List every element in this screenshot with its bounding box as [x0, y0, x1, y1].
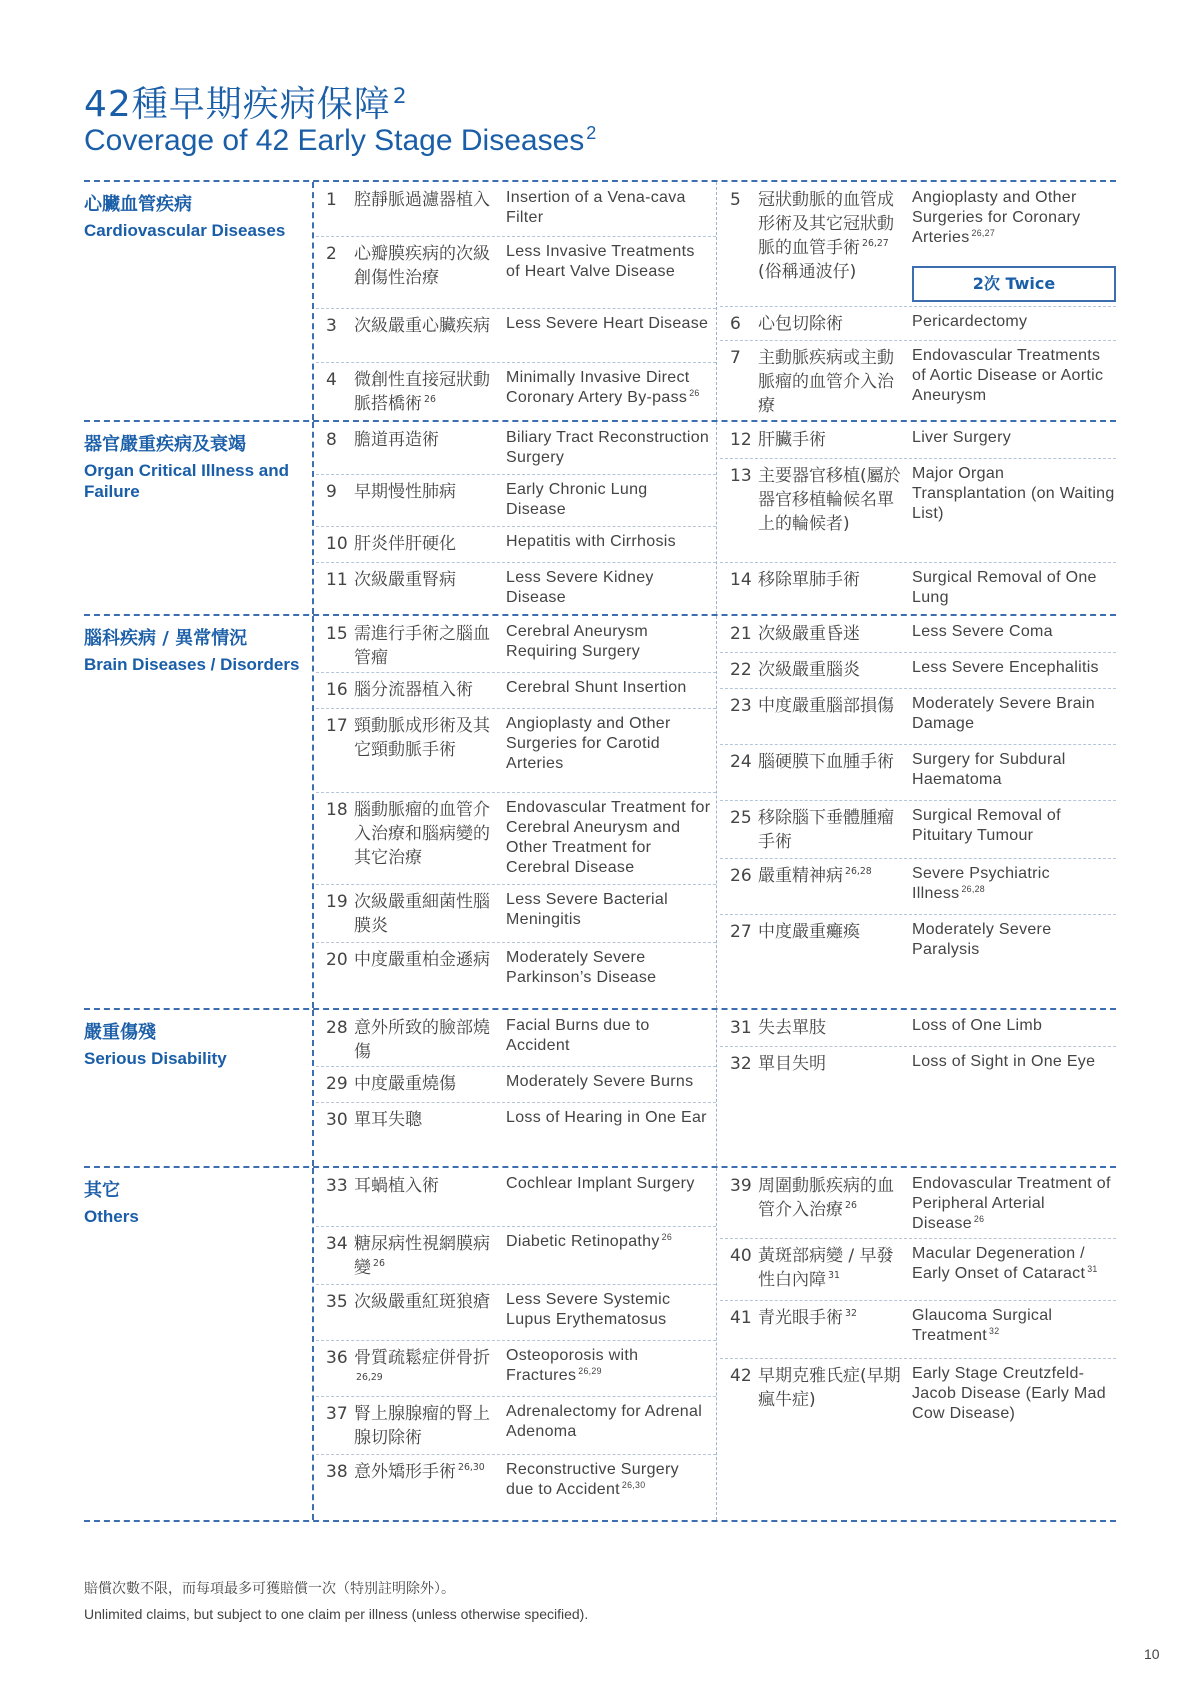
column-divider: [716, 1168, 717, 1520]
disease-item-9: [316, 474, 716, 527]
item-name-zh: 嚴重精神病 $^{26,28}$: [758, 866, 872, 886]
item-number: 27: [730, 922, 752, 942]
disease-item-36: [316, 1340, 716, 1397]
column-divider: [716, 1010, 717, 1166]
item-name-en: Endovascular Treatments of Aortic Disease or Aortic Aneurysm: [912, 347, 1104, 404]
item-name-zh: 腦硬膜下血腫手術: [758, 752, 894, 772]
disease-item-34: [316, 1226, 716, 1285]
item-name-zh: 頸動脈成形術及其它頸動脈手術: [354, 716, 490, 760]
item-number: 9: [326, 482, 337, 502]
disease-item-11: [316, 562, 716, 614]
item-number: 29: [326, 1074, 348, 1094]
item-name-zh: 移除單肺手術: [758, 570, 860, 590]
item-number: 37: [326, 1404, 348, 1424]
item-number: 21: [730, 624, 752, 644]
item-number: 41: [730, 1308, 752, 1328]
item-column: [720, 182, 1116, 420]
item-name-en: Liver Surgery: [912, 429, 1012, 446]
item-name-zh: 耳蝸植入術: [354, 1176, 439, 1196]
item-column: [720, 616, 1116, 1008]
page-title-en: Coverage of 42 Early Stage Diseases $^2$: [84, 123, 597, 157]
item-name-zh: 中度嚴重癱瘓: [758, 922, 860, 942]
disease-item-37: [316, 1396, 716, 1455]
category-name-en: Brain Diseases / Disorders: [84, 655, 300, 674]
disease-item-21: [720, 616, 1116, 653]
item-name-zh: 中度嚴重燒傷: [354, 1074, 456, 1094]
page-title-zh: 42種早期疾病保障$^2$: [84, 84, 408, 125]
disease-item-16: [316, 672, 716, 709]
item-name-en: Angioplasty and Other Surgeries for Coronary Arteries $^{26,27}$: [912, 189, 1081, 246]
item-number: 39: [730, 1176, 752, 1196]
disease-item-42: [720, 1358, 1116, 1520]
item-name-en: Loss of Sight in One Eye: [912, 1053, 1096, 1070]
item-number: 24: [730, 752, 752, 772]
item-name-zh: 次級嚴重腎病: [354, 570, 456, 590]
item-name-zh: 意外所致的臉部燒傷: [354, 1018, 490, 1062]
disease-item-7: [720, 340, 1116, 420]
item-name-en: Surgical Removal of One Lung: [912, 569, 1097, 606]
disease-item-19: [316, 884, 716, 943]
item-name-en: Endovascular Treatment for Cerebral Aneurysm and Other Treatment for Cerebral Disease: [506, 799, 711, 876]
item-name-zh: 早期克雅氏症(早期瘋牛症): [758, 1366, 901, 1410]
item-footnote-en: 26: [689, 387, 700, 398]
item-number: 14: [730, 570, 752, 590]
item-number: 42: [730, 1366, 752, 1386]
item-name-zh: 黃斑部病變 / 早發性白內障 $^{31}$: [758, 1246, 894, 1290]
item-name-en: Minimally Invasive Direct Coronary Artery By-pass $^{26}$: [506, 369, 700, 406]
disease-item-32: [720, 1046, 1116, 1166]
item-name-zh: 腦動脈瘤的血管介入治療和腦病變的其它治療: [354, 800, 490, 868]
category-name-en: Serious Disability: [84, 1049, 227, 1068]
item-name-zh: 肝炎伴肝硬化: [354, 534, 456, 554]
item-name-zh: 青光眼手術 $^{32}$: [758, 1308, 857, 1328]
item-name-zh: 移除腦下垂體腫瘤手術: [758, 808, 894, 852]
item-name-zh: 糖尿病性視網膜病變 $^{26}$: [354, 1234, 490, 1278]
item-number: 22: [730, 660, 752, 680]
item-name-zh: 意外矯形手術 $^{26,30}$: [354, 1462, 485, 1482]
item-name-zh: 心包切除術: [758, 314, 843, 334]
disease-item-8: [316, 422, 716, 475]
item-number: 20: [326, 950, 348, 970]
disease-item-1: [316, 182, 716, 237]
item-number: 5: [730, 190, 741, 210]
item-name-en: Hepatitis with Cirrhosis: [506, 533, 676, 550]
disease-item-40: [720, 1238, 1116, 1301]
item-column: [316, 1168, 716, 1520]
category-name-zh: 腦科疾病 / 異常情況: [84, 628, 248, 649]
item-name-en: Biliary Tract Reconstruction Surgery: [506, 429, 710, 466]
item-number: 26: [730, 866, 752, 886]
item-name-zh: 早期慢性肺病: [354, 482, 456, 502]
item-name-zh: 肝臟手術: [758, 430, 826, 450]
item-name-en: Less Severe Encephalitis: [912, 659, 1099, 676]
item-number: 4: [326, 370, 337, 390]
column-divider: [312, 616, 314, 1008]
item-number: 2: [326, 244, 337, 264]
item-name-en: Loss of Hearing in One Ear: [506, 1109, 707, 1126]
item-name-en: Moderately Severe Burns: [506, 1073, 694, 1090]
item-number: 7: [730, 348, 741, 368]
disease-item-13: [720, 458, 1116, 563]
item-name-zh: 次級嚴重心臟疾病: [354, 316, 490, 336]
item-footnote-en: 32: [989, 1325, 1000, 1336]
disease-item-35: [316, 1284, 716, 1341]
disease-item-6: [720, 306, 1116, 341]
disease-item-17: [316, 708, 716, 793]
category-label: [84, 1018, 304, 1069]
category-label: [84, 1176, 304, 1227]
item-column: [316, 1010, 716, 1166]
column-divider: [312, 1010, 314, 1166]
item-name-zh: 次級嚴重昏迷: [758, 624, 860, 644]
item-footnote-en: 26,27: [971, 227, 996, 238]
disease-item-3: [316, 308, 716, 363]
disease-item-41: [720, 1300, 1116, 1359]
item-name-en: Cerebral Aneurysm Requiring Surgery: [506, 623, 649, 660]
item-number: 38: [326, 1462, 348, 1482]
item-footnote-zh: 26,29: [356, 1372, 383, 1384]
item-name-en: Diabetic Retinopathy $^{26}$: [506, 1231, 673, 1250]
item-name-zh: 腔靜脈過濾器植入: [354, 190, 490, 210]
item-column: [316, 616, 716, 1008]
item-footnote-en: 26,28: [961, 883, 985, 894]
category-band: [84, 1008, 1116, 1166]
disease-item-25: [720, 800, 1116, 859]
item-name-en: Pericardectomy: [912, 313, 1028, 330]
title-footnote: 2: [392, 84, 408, 109]
item-name-en: Early Chronic Lung Disease: [506, 481, 648, 518]
page-number: 10: [1144, 1646, 1160, 1662]
item-column: [316, 182, 716, 420]
item-name-en: Less Invasive Treatments of Heart Valve Disease: [506, 243, 695, 280]
category-band: [84, 180, 1116, 420]
disease-item-23: [720, 688, 1116, 745]
disease-item-29: [316, 1066, 716, 1103]
item-name-zh: 腎上腺腺瘤的腎上腺切除術: [354, 1404, 490, 1448]
item-name-zh: 需進行手術之腦血管瘤: [354, 624, 490, 668]
item-number: 19: [326, 892, 348, 912]
disease-item-4: [316, 362, 716, 420]
disease-item-14: [720, 562, 1116, 614]
disease-item-31: [720, 1010, 1116, 1047]
item-number: 31: [730, 1018, 752, 1038]
item-name-en: Facial Burns due to Accident: [506, 1017, 650, 1054]
item-name-zh: 微創性直接冠狀動脈搭橋術 $^{26}$: [354, 370, 490, 414]
item-number: 17: [326, 716, 348, 736]
item-footnote-en: 26,29: [578, 1365, 602, 1376]
item-name-zh: 單目失明: [758, 1054, 826, 1074]
item-name-zh: 主動脈疾病或主動脈瘤的血管介入治療: [758, 348, 894, 416]
column-divider: [716, 616, 717, 1008]
item-name-en: Adrenalectomy for Adrenal Adenoma: [506, 1403, 703, 1440]
category-name-zh: 器官嚴重疾病及衰竭: [84, 434, 246, 455]
item-name-zh: 心瓣膜疾病的次級創傷性治療: [354, 244, 490, 288]
title-footnote: 2: [586, 123, 597, 143]
category-name-zh: 嚴重傷殘: [84, 1022, 156, 1043]
item-footnote-zh: 26: [424, 394, 436, 406]
item-footnote-zh: 26,30: [458, 1462, 485, 1474]
item-name-en: Angioplasty and Other Surgeries for Carotid Arteries: [506, 715, 671, 772]
item-name-en: Loss of One Limb: [912, 1017, 1043, 1034]
item-name-en: Surgical Removal of Pituitary Tumour: [912, 807, 1061, 844]
item-footnote-zh: 26: [373, 1258, 385, 1270]
item-number: 23: [730, 696, 752, 716]
disease-item-30: [316, 1102, 716, 1166]
disease-item-26: [720, 858, 1116, 915]
category-name-en: Organ Critical Illness and Failure: [84, 461, 290, 501]
item-name-zh: 冠狀動脈的血管成形術及其它冠狀動脈的血管手術 $^{26,27}$ (俗稱通波仔): [758, 188, 908, 284]
item-footnote-en: 26: [973, 1213, 985, 1224]
item-name-zh: 主要器官移植(屬於器官移植輪候名單上的輪候者): [758, 466, 901, 534]
category-label: [84, 430, 304, 502]
disease-item-10: [316, 526, 716, 563]
category-name-zh: 心臟血管疾病: [84, 194, 192, 215]
item-name-en: Less Severe Bacterial Meningitis: [506, 891, 668, 928]
item-name-zh: 腦分流器植入術: [354, 680, 473, 700]
item-number: 13: [730, 466, 752, 486]
item-name-en: Moderately Severe Parkinson’s Disease: [506, 949, 657, 986]
item-name-zh-note: (俗稱通波仔): [758, 262, 857, 282]
disease-item-20: [316, 942, 716, 1008]
column-divider: [312, 422, 314, 614]
category-band: [84, 1166, 1116, 1522]
item-number: 30: [326, 1110, 348, 1130]
category-label: [84, 624, 304, 675]
item-number: 12: [730, 430, 752, 450]
item-name-zh: 膽道再造術: [354, 430, 439, 450]
item-name-en: Less Severe Systemic Lupus Erythematosus: [506, 1291, 671, 1328]
item-name-en: Insertion of a Vena-cava Filter: [506, 189, 686, 226]
disease-item-27: [720, 914, 1116, 1008]
item-name-en: Reconstructive Surgery due to Accident $^{26,30}$: [506, 1461, 679, 1498]
disease-item-38: [316, 1454, 716, 1520]
item-footnote-en: 31: [1087, 1263, 1098, 1274]
item-name-en: Less Severe Heart Disease: [506, 315, 709, 332]
disease-item-28: [316, 1010, 716, 1067]
column-divider: [716, 422, 717, 614]
disease-item-12: [720, 422, 1116, 459]
item-number: 36: [326, 1348, 348, 1368]
item-number: 40: [730, 1246, 752, 1266]
item-number: 25: [730, 808, 752, 828]
item-name-en: Macular Degeneration / Early Onset of Cataract $^{31}$: [912, 1245, 1098, 1282]
item-number: 28: [326, 1018, 348, 1038]
item-name-en: Less Severe Coma: [912, 623, 1053, 640]
column-divider: [716, 182, 717, 420]
item-footnote-zh: 26,27: [862, 238, 889, 250]
item-name-en: Moderately Severe Brain Damage: [912, 695, 1095, 732]
item-name-zh: 中度嚴重腦部損傷: [758, 696, 894, 716]
item-footnote-en: 26: [661, 1231, 673, 1242]
item-name-zh: 中度嚴重柏金遜病: [354, 950, 490, 970]
item-name-en: Cerebral Shunt Insertion: [506, 679, 687, 696]
disease-item-18: [316, 792, 716, 885]
item-number: 34: [326, 1234, 348, 1254]
item-column: [720, 1168, 1116, 1520]
item-number: 33: [326, 1176, 348, 1196]
twice-badge: 2次 Twice: [912, 266, 1116, 302]
item-column: [720, 1010, 1116, 1166]
item-number: 18: [326, 800, 348, 820]
item-name-zh: 單耳失聰: [354, 1110, 422, 1130]
item-name-en: Major Organ Transplantation (on Waiting List): [912, 465, 1115, 522]
item-column: [316, 422, 716, 614]
item-number: 10: [326, 534, 348, 554]
disease-item-15: [316, 616, 716, 673]
category-name-en: Others: [84, 1207, 139, 1226]
item-number: 1: [326, 190, 337, 210]
item-name-en: Osteoporosis with Fractures $^{26,29}$: [506, 1347, 639, 1384]
item-footnote-zh: 32: [845, 1308, 857, 1320]
item-name-en: Endovascular Treatment of Peripheral Arterial Disease $^{26}$: [912, 1175, 1111, 1232]
item-number: 16: [326, 680, 348, 700]
disease-item-24: [720, 744, 1116, 801]
footnote-en: Unlimited claims, but subject to one claim per illness (unless otherwise specified).: [84, 1606, 589, 1622]
column-divider: [312, 1168, 314, 1520]
item-number: 6: [730, 314, 741, 334]
item-name-en: Severe Psychiatric Illness $^{26,28}$: [912, 865, 1050, 902]
item-name-en: Moderately Severe Paralysis: [912, 921, 1052, 958]
item-number: 32: [730, 1054, 752, 1074]
item-name-en: Glaucoma Surgical Treatment $^{32}$: [912, 1307, 1053, 1344]
item-column: [720, 422, 1116, 614]
disease-item-39: [720, 1168, 1116, 1239]
item-footnote-en: 26,30: [621, 1479, 646, 1490]
item-name-zh: 失去單肢: [758, 1018, 826, 1038]
category-label: [84, 190, 304, 241]
item-name-zh: 次級嚴重紅斑狼瘡: [354, 1292, 490, 1312]
disease-item-33: [316, 1168, 716, 1227]
item-number: 8: [326, 430, 337, 450]
category-name-en: Cardiovascular Diseases: [84, 221, 286, 240]
disease-item-22: [720, 652, 1116, 689]
item-footnote-zh: 26: [845, 1200, 857, 1212]
item-number: 11: [326, 570, 348, 590]
item-name-zh: 周圍動脈疾病的血管介入治療 $^{26}$: [758, 1176, 894, 1220]
item-number: 3: [326, 316, 337, 336]
item-name-zh: 次級嚴重腦炎: [758, 660, 860, 680]
footnote-zh: 賠償次數不限，而每項最多可獲賠償一次（特別註明除外）。: [84, 1581, 455, 1597]
item-name-en: Surgery for Subdural Haematoma: [912, 751, 1066, 788]
item-name-zh: 骨質疏鬆症併骨折$^{26,29}$: [354, 1348, 490, 1384]
item-name-en: Early Stage Creutzfeld-Jacob Disease (Early Mad Cow Disease): [912, 1365, 1106, 1422]
disease-table: [84, 180, 1116, 1522]
item-number: 35: [326, 1292, 348, 1312]
item-footnote-zh: 26,28: [845, 866, 872, 878]
category-band: [84, 614, 1116, 1008]
item-name-en: Cochlear Implant Surgery: [506, 1175, 695, 1192]
item-footnote-zh: 31: [828, 1270, 840, 1282]
category-band: [84, 420, 1116, 614]
item-name-en: Less Severe Kidney Disease: [506, 569, 654, 606]
category-name-zh: 其它: [84, 1180, 120, 1201]
disease-item-2: [316, 236, 716, 309]
column-divider: [312, 182, 314, 420]
item-name-zh: 次級嚴重細菌性腦膜炎: [354, 892, 490, 936]
item-number: 15: [326, 624, 348, 644]
